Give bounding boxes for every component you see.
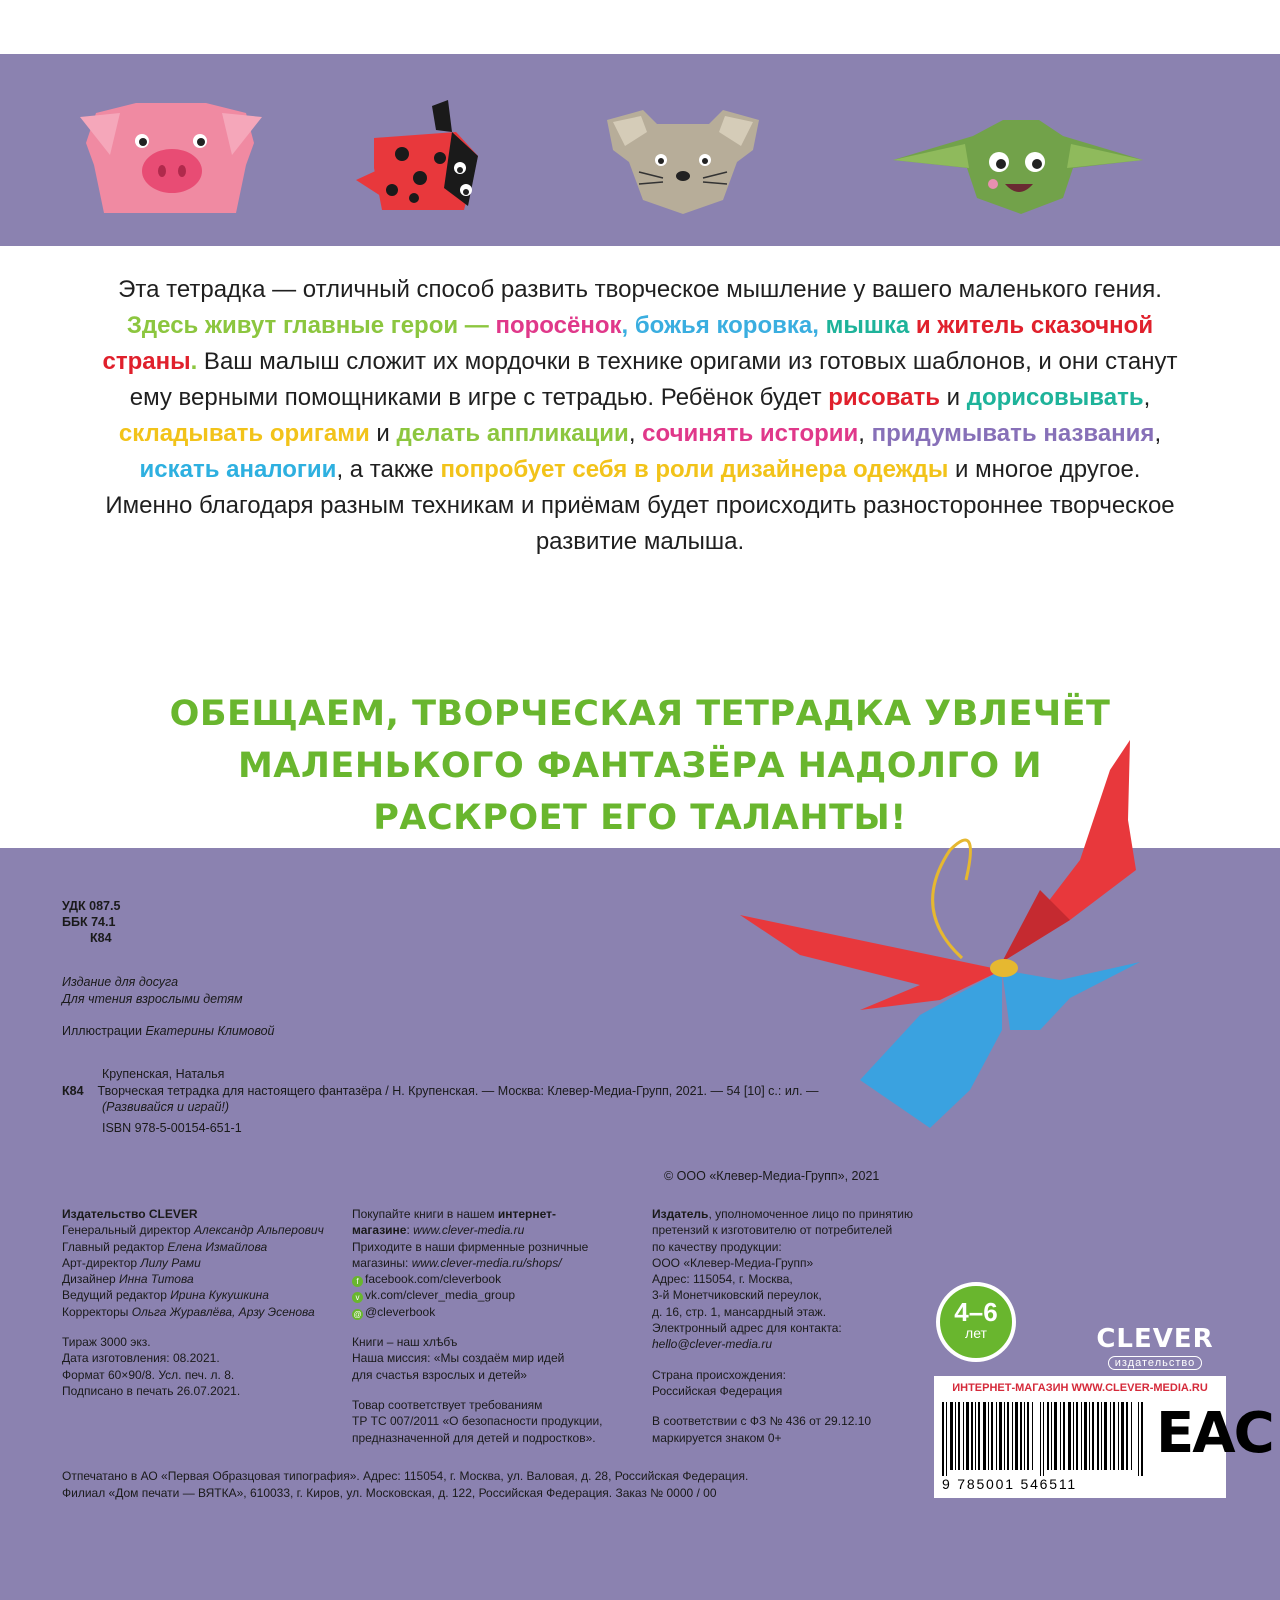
contact-email[interactable]: hello@clever-media.ru <box>652 1337 773 1352</box>
mouse-origami-icon <box>603 106 763 218</box>
compliance: предназначенной для детей и подростков». <box>352 1430 596 1445</box>
staff-person: Лилу Рами <box>140 1255 201 1270</box>
classification <box>62 898 120 946</box>
staff-role: Арт-директор <box>62 1255 141 1270</box>
format: Формат 60×90/8. Усл. печ. л. 8. <box>62 1367 235 1382</box>
description-text <box>100 272 1180 560</box>
claims-bold: Издатель <box>652 1207 709 1221</box>
hero-and: и <box>909 312 938 339</box>
claims-column <box>652 1206 932 1446</box>
book-description: Творческая тетрадка для настоящего фантазёра / Н. Крупенская. — Москва: Клевер-Медиа-Групп, 2021. — 54 [10] с.: ил. — <box>97 1083 819 1098</box>
mail-icon: @ <box>353 1309 362 1319</box>
staff-role: Корректоры <box>62 1304 132 1319</box>
claims-text: В соответствии с ФЗ № 436 от 29.12.10 <box>652 1414 872 1429</box>
staff-role: Главный редактор <box>62 1239 168 1254</box>
shop-text: Приходите в наши фирменные розничные <box>352 1239 589 1254</box>
shop-text-bold: интернет- <box>497 1207 556 1221</box>
claims-text: маркируется знаком 0+ <box>652 1430 782 1445</box>
conj: и <box>939 384 967 411</box>
publisher-name: Издательство CLEVER <box>62 1207 198 1221</box>
body-text: Ваш малыш сложит их мордочки в технике оригами из готовых шаблонов, и они станут ему верными помощниками в игре с тетрадью. Ребёнок будет <box>129 348 1178 411</box>
hero-dot: . <box>190 348 198 375</box>
isbn: ISBN 978-5-00154-651-1 <box>102 1120 242 1135</box>
illustrator: Екатерины Климовой <box>145 1024 275 1038</box>
compliance: Товар соответствует требованиям <box>352 1397 543 1412</box>
vk-icon: v <box>352 1292 363 1303</box>
clever-logo <box>1090 1325 1220 1371</box>
mission: Наша миссия: «Мы создаём мир идей <box>352 1351 565 1366</box>
claims-text: Российская Федерация <box>652 1383 783 1398</box>
staff-person: Елена Измайлова <box>167 1239 268 1254</box>
mission: для счастья взрослых и детей» <box>352 1367 527 1382</box>
reading-note: Для чтения взрослыми детям <box>62 991 243 1006</box>
claims-text: ООО «Клевер-Медиа-Групп» <box>652 1255 814 1270</box>
ladybug-origami-icon <box>356 98 496 213</box>
staff-column <box>62 1206 352 1399</box>
printer-info <box>62 1468 922 1502</box>
hero-ladybug: божья коровка, <box>634 312 819 339</box>
shop-text: : <box>406 1223 414 1238</box>
body-text-end: и многое другое. Именно благодаря разным техникам и приёмам будет происходить разностороннее творческое развитие малыша. <box>105 456 1175 555</box>
barcode-digits: 9 785001 546511 <box>942 1476 1077 1492</box>
facebook-link[interactable]: facebook.com/cleverbook <box>365 1272 502 1287</box>
hero-sep: , <box>621 312 629 339</box>
claims-text: по качеству продукции: <box>652 1239 782 1254</box>
eac-mark: EAC <box>1156 1401 1273 1466</box>
conj: , <box>858 420 872 447</box>
compliance: ТР ТС 007/2011 «О безопасности продукции, <box>352 1414 603 1429</box>
activity-fold: складывать оригами <box>118 420 370 447</box>
barcode-panel <box>934 1376 1273 1498</box>
signed-date: Подписано в печать 26.07.2021. <box>62 1383 241 1398</box>
conj: , а также <box>336 456 441 483</box>
shop-link[interactable]: www.clever-media.ru <box>413 1223 525 1238</box>
staff-person: Александр Альперович <box>194 1223 324 1238</box>
hero-pig: поросёнок <box>495 312 622 339</box>
age-unit: лет <box>965 1325 987 1341</box>
activity-names: придумывать названия <box>871 420 1155 447</box>
conj: , <box>628 420 643 447</box>
brand-sub: издательство <box>1108 1356 1202 1370</box>
hero-mouse: мышка <box>825 312 910 339</box>
activity-stories: сочинять истории <box>642 420 859 447</box>
staff-role: Генеральный директор <box>62 1223 195 1238</box>
copyright: © ООО «Клевер-Медиа-Групп», 2021 <box>664 1169 880 1183</box>
staff-person: Инна Титова <box>119 1272 194 1287</box>
shop-column <box>352 1206 632 1446</box>
activity-applique: делать аппликации <box>396 420 629 447</box>
slogan: ОБЕЩАЕМ, ТВОРЧЕСКАЯ ТЕТРАДКА УВЛЕЧЁТ МАЛЕНЬКОГО ФАНТАЗЁРА НАДОЛГО И РАСКРОЕТ ЕГО ТАЛАНТЫ! <box>169 694 1111 838</box>
claims-text: , уполномоченное лицо по принятию <box>708 1207 913 1221</box>
printer-line: Филиал «Дом печати — ВЯТКА», 610033, г. Киров, ул. Московская, д. 122, Российская Федерация. Заказ № 0000 / 00 <box>62 1486 717 1500</box>
staff-person: Ольга Журавлёва, Арзу Эсенова <box>131 1304 315 1319</box>
age-badge <box>936 1282 1016 1362</box>
staff-role: Дизайнер <box>62 1272 120 1287</box>
claims-text: Адрес: 115054, г. Москва, <box>652 1272 793 1287</box>
author-mark: К84 <box>90 931 112 945</box>
heroes-intro: Здесь живут главные герои — <box>126 312 496 339</box>
udk: УДК 087.5 <box>62 899 121 913</box>
shop-text: магазины: <box>352 1255 412 1270</box>
conj: , <box>1143 384 1151 411</box>
activity-finish: дорисовывать <box>966 384 1144 411</box>
hero-dweller: житель сказочной страны <box>102 312 1154 375</box>
store-url: ИНТЕРНЕТ-МАГАЗИН WWW.CLEVER-MEDIA.RU <box>952 1382 1208 1394</box>
staff-role: Ведущий редактор <box>62 1288 171 1303</box>
claims-text: д. 16, стр. 1, мансардный этаж. <box>652 1304 827 1319</box>
brand-name: CLEVER <box>1096 1324 1214 1354</box>
author-mark-2: К84 <box>62 1083 84 1098</box>
edition-notes <box>62 974 275 1040</box>
claims-text: Страна происхождения: <box>652 1367 786 1382</box>
intro-sentence: Эта тетрадка — отличный способ развить творческое мышление у вашего маленького гения. <box>118 276 1162 303</box>
barcode <box>942 1402 1148 1476</box>
series: (Развивайся и играй!) <box>102 1100 230 1114</box>
social-handle[interactable]: @cleverbook <box>365 1304 436 1319</box>
claims-text: 3-й Монетчиковский переулок, <box>652 1288 822 1303</box>
age-range: 4–6 <box>954 1297 998 1327</box>
shop-text-bold: магазине <box>352 1223 407 1238</box>
bibliographic-record <box>62 1066 962 1136</box>
shops-link[interactable]: www.clever-media.ru/shops/ <box>411 1255 562 1270</box>
claims-text: претензий к изготовителю от потребителей <box>652 1223 893 1238</box>
print-run: Тираж 3000 экз. <box>62 1335 151 1350</box>
conj: , <box>1154 420 1162 447</box>
conj: и <box>369 420 397 447</box>
activity-designer: попробует себя в роли дизайнера одежды <box>440 456 949 483</box>
shop-text: Покупайте книги в нашем <box>352 1207 498 1221</box>
illustrations-label: Иллюстрации <box>62 1024 146 1038</box>
bbk: ББК 74.1 <box>62 915 116 929</box>
staff-person: Ирина Кукушкина <box>170 1288 269 1303</box>
motto: Книги – наш хлѣбъ <box>352 1335 458 1350</box>
activity-analogies: искать аналогии <box>139 456 337 483</box>
author: Крупенская, Наталья <box>102 1067 225 1081</box>
leisure-note: Издание для досуга <box>62 975 179 989</box>
fairy-creature-origami-icon <box>893 110 1143 216</box>
activity-draw: рисовать <box>828 384 940 411</box>
vk-link[interactable]: vk.com/clever_media_group <box>365 1288 516 1303</box>
production-date: Дата изготовления: 08.2021. <box>62 1351 220 1366</box>
claims-text: Электронный адрес для контакта: <box>652 1321 842 1336</box>
pig-origami-icon <box>76 95 266 215</box>
printer-line: Отпечатано в АО «Первая Образцовая типография». Адрес: 115054, г. Москва, ул. Валовая, д. 28, Российская Федерация. <box>62 1469 749 1483</box>
facebook-icon: f <box>352 1276 363 1287</box>
